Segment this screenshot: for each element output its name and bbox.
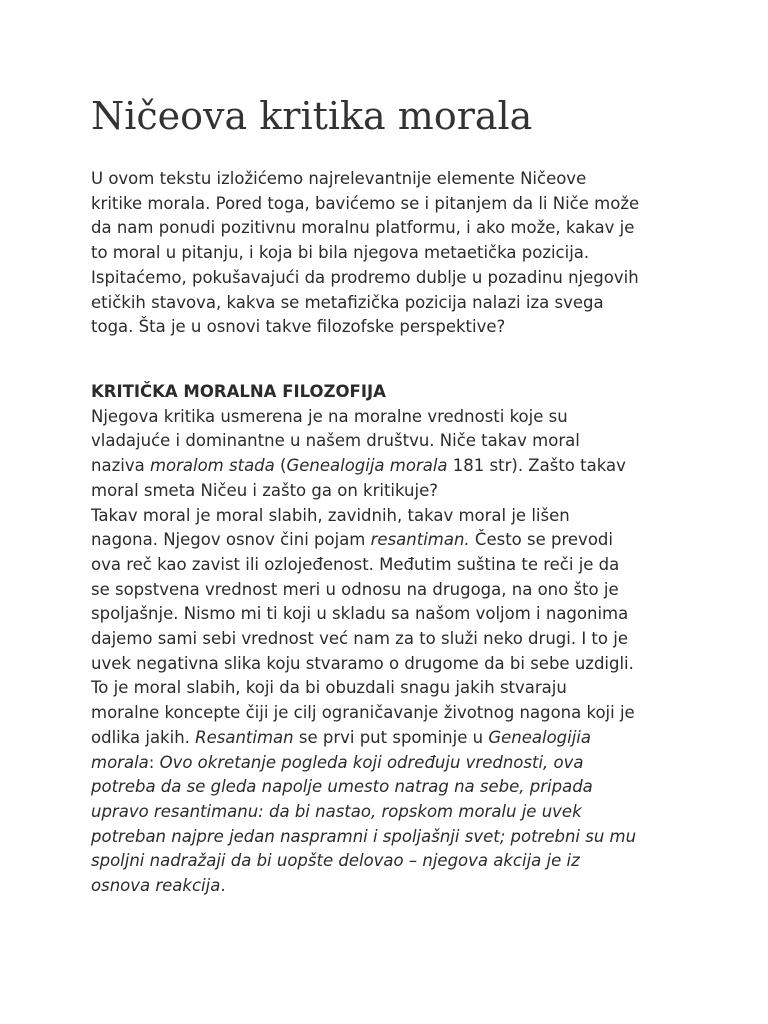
italic-term: moralom stada	[149, 456, 275, 476]
section-paragraph-2	[91, 504, 691, 899]
italic-quote: potreban najpre jedan naspramni i spoljašnji svet; potrebni su mu	[91, 826, 637, 846]
paragraph-line: Takav moral je moral slabih, zavidnih, takav moral je lišen	[91, 505, 570, 525]
text-run: nagona. Njegov osnov čini pojam	[91, 530, 371, 550]
paragraph-line	[91, 874, 691, 899]
text-run: odlika jakih.	[91, 727, 196, 747]
paragraph-line	[91, 849, 691, 874]
text-run: 181 str). Zašto takav	[447, 456, 626, 476]
intro-line: kritike morala. Pored toga, bavićemo se i pitanjem da li Niče može	[91, 193, 640, 213]
paragraph-line: moralne koncepte čiji je cilj ograničavanje životnog nagona koji je	[91, 703, 635, 723]
paragraph-line	[91, 825, 691, 850]
italic-quote: Ovo okretanje pogleda koji određuju vrednosti, ova	[159, 752, 584, 772]
paragraph-line: moral smeta Ničeu i zašto ga on kritikuje?	[91, 480, 438, 500]
paragraph-line: dajemo sami sebi vrednost već nam za to služi neko drugi. I to je	[91, 629, 628, 649]
paragraph-line	[91, 454, 691, 479]
italic-term: resantiman.	[370, 530, 470, 550]
paragraph-line	[91, 775, 691, 800]
intro-line: etičkih stavova, kakva se metafizička pozicija nalazi iza svega	[91, 292, 604, 312]
text-run: :	[148, 752, 160, 772]
italic-quote: osnova reakcija	[91, 876, 221, 896]
text-run: .	[220, 876, 226, 896]
paragraph-line: Njegova kritika usmerena je na moralne vrednosti koje su	[91, 406, 568, 426]
paragraph-line: ova reč kao zavist ili ozlojeđenost. Međutim suština te reči je da	[91, 554, 620, 574]
intro-line: toga. Šta je u osnovi takve filozofske perspektive?	[91, 317, 506, 337]
paragraph-line	[91, 726, 691, 751]
paragraph-line	[91, 751, 691, 776]
section-heading: KRITIČKA MORALNA FILOZOFIJA	[91, 382, 386, 401]
intro-line: to moral u pitanju, i koja bi bila njegova metaetička pozicija.	[91, 243, 590, 263]
italic-book-title: morala	[91, 752, 149, 772]
paragraph-line: spoljašnje. Nismo mi ti koji u skladu sa našom voljom i nagonima	[91, 604, 629, 624]
intro-paragraph	[91, 167, 691, 340]
document-title: Ničeova kritika morala	[91, 94, 533, 138]
text-run: naziva	[91, 456, 150, 476]
italic-quote: spoljni nadražaji da bi uopšte delovao – njegova akcija je iz	[91, 851, 580, 871]
section-critical-moral-philosophy	[91, 380, 691, 899]
paragraph-line: vladajuće i dominantne u našem društvu. Niče takav moral	[91, 431, 580, 451]
intro-line: U ovom tekstu izložićemo najrelevantnije elemente Ničeove	[91, 169, 587, 188]
italic-book-title: Genealogijia	[488, 727, 592, 747]
paragraph-line: se sopstvena vrednost meri u odnosu na drugoga, na ono što je	[91, 579, 619, 599]
paragraph-line	[91, 800, 691, 825]
text-run: Često se prevodi	[469, 530, 613, 550]
intro-line: Ispitaćemo, pokušavajući da prodremo dublje u pozadinu njegovih	[91, 267, 639, 287]
text-run: se prvi put spominje u	[293, 727, 489, 747]
italic-quote: potreba da se gleda napolje umesto natrag na sebe, pripada	[91, 777, 593, 797]
section-paragraph-1	[91, 405, 691, 504]
paragraph-line: uvek negativna slika koju stvaramo o drugome da bi sebe uzdigli.	[91, 653, 634, 673]
intro-line: da nam ponudi pozitivnu moralnu platformu, i ako može, kakav je	[91, 218, 635, 238]
paragraph-line	[91, 528, 691, 553]
italic-quote: upravo resantimanu: da bi nastao, ropskom moralu je uvek	[91, 801, 582, 821]
paragraph-line: To je moral slabih, koji da bi obuzdali snagu jakih stvaraju	[91, 678, 567, 698]
italic-book-title: Genealogija morala	[286, 456, 448, 476]
italic-term: Resantiman	[195, 727, 294, 747]
text-run: (	[274, 456, 287, 476]
